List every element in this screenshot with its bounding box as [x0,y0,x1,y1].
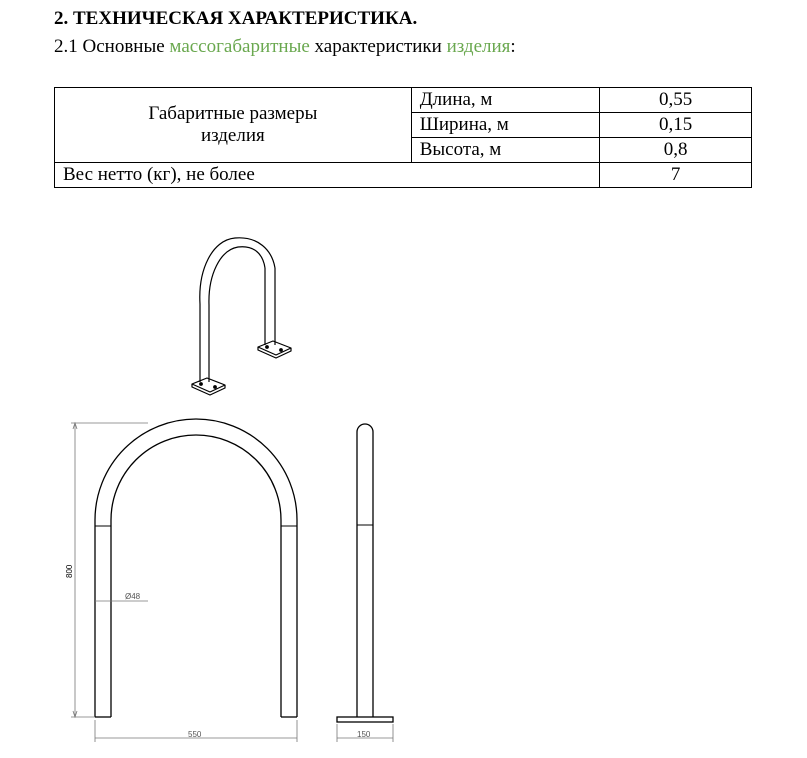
height-dimension-label: 800 [65,564,74,578]
width-dimension-label: 550 [188,730,202,739]
row-value: 0,15 [600,113,752,138]
front-dimensions [71,423,297,742]
front-view [95,419,297,717]
isometric-view [192,238,291,395]
row-label: Высота, м [411,138,600,163]
row-value: 0,55 [600,88,752,113]
weight-label: Вес нетто (кг), не более [55,163,600,188]
weight-value: 7 [600,163,752,188]
depth-dimension-label: 150 [357,730,371,739]
subtitle-highlight-1: массогабаритные [169,36,310,57]
diameter-dimension-label: Ø48 [125,592,141,601]
section-title: 2. ТЕХНИЧЕСКАЯ ХАРАКТЕРИСТИКА. [54,8,418,29]
side-view [337,424,393,722]
dimensions-group-label: Габаритные размеры изделия [55,88,412,163]
subtitle-text-3: : [510,36,516,57]
subtitle-text-2: характеристики [309,36,447,57]
subtitle-text-1: 2.1 Основные [54,36,170,57]
subtitle-highlight-2: изделия [446,36,511,57]
row-label: Длина, м [411,88,600,113]
row-label: Ширина, м [411,113,600,138]
row-value: 0,8 [600,138,752,163]
